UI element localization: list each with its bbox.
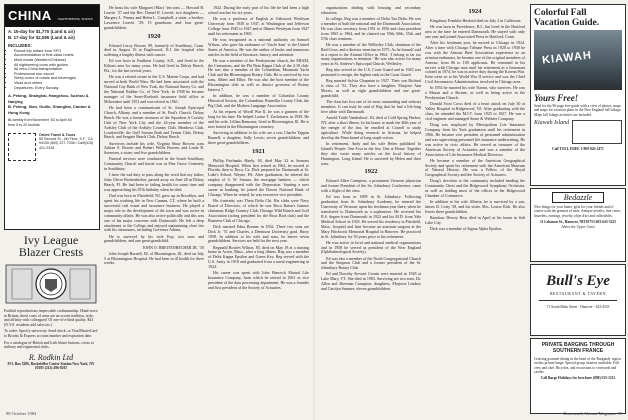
ivy-address: P.O. Box 5286, Rockefeller Center Station New York, NY 10185 (212) 496-8267 [7,361,95,370]
class-year-heading: 1921 [252,147,265,155]
bedazzle-address: 11 Lebanon St., Hanover, NH 03755 603-643-5225 [539,219,617,224]
obituary-column-4 [425,6,525,410]
paragraph: Doug was employed by Metropolitan Life Insurance Company from his York graduation until his retirement in 1966. He became vice president of personnel administration and was supervising personnel life insurance underwriting. He was active in civic affairs. He served as treasurer of the American Society of Actuaries and was a member of the Association of Life Insurance Medical Directors. [425,122,525,157]
paragraph: I have the sad duty to pass along the word that my father, John Oliver Breitenbecher, passed away on June 28 in Delray Beach, Fl. He had been in failing health for some time and was approaching his 87th birthday when he died. [104,172,204,193]
paragraph: Edward Leroy Bowen, 89, formerly of Southbury, Conn. died in August 16 at Englewood, N.J. the hospital after suffering a lengthy illness with cancer. [104,42,204,58]
paragraph: Reginald Bowles Wilson, 85, died on May 18 at a nursing home in Acton, Mass., after a long illness. Reg was a member of Delta Kappa Epsilon and Green Key. Reg served with the U.S. Army in 1918 and graduated from a naval engineering in 1924. [208,244,309,270]
list-item: • Most meals (Western/Chinese) [14,58,96,63]
class-year-heading: 1920 [147,32,161,40]
foliage-brand: Kiawah Island [534,119,570,126]
paragraph: In 1954 he married his wife Naomi, who survives. He was a Mason and a Shriner, as well as being active in the Presbyterian Church. [425,85,525,101]
obituary-column-1 [104,6,204,410]
bedazzle-footer: Above the Upper Crust [561,225,595,230]
ivy-title-2: Blazer Crests [18,245,84,259]
paragraph: Ed was also a member of the North Congregational Church and the Simpson Club and a former president of the St. Johnsbury Rotary Club. [321,255,421,271]
bulls-eye-ad[interactable] [530,264,626,336]
list-item: • All sightseeing tours with guides [14,63,96,68]
paragraph: Dick was a member of Sigma Alpha Epsilon. [430,226,503,232]
barge-text: Cruising gourmet dining in the heart of the Burgundy region on this private barge. Special group charters available. Full crew and chef. Bicycles, and excursions to vineyards and castles. [534,357,621,374]
class-year-heading: 1922 [364,168,378,176]
coupon-form[interactable] [572,120,622,144]
ivy-title-1: Ivy League [23,234,79,247]
list-item: • Accommodation in first-class hotels [14,53,96,58]
china-price-a: A. 15-day for $1,770 (Land & air) [8,29,75,34]
paragraph: Dad was born in Plainfield, NJ, grew up in Brooklyn, and spent his working life in New Canaan, CT, where he built a successful real estate and insurance business. He played a major role in the development of the town and was active in community affairs. He was also active politically and this was one of his major concerns with Dartmouth. He felt a deep attachment to the College and enjoyed maintaining close ties with his classmates, including Governor Adams. [104,193,204,233]
paragraph: Reg also served in the U.S. Coast Guard and in 1943 was promoted to ensign, the highest rank in the Coast Guard. [321,67,421,78]
barge-contact: Call Barge Holidays for brochure (800) 555-1212 [540,376,616,381]
paragraph: He was a professor of English at Oakwood Wesleyan University from 1938 to 1947, at Washington and Jefferson College from 1945 to 1947 and at Illinois Wesleyan from 1947 until his retirement in 1965. [208,16,309,36]
obituary-column-2 [208,6,309,410]
china-tour-a: A. Peking, Shanghai, Hangzhou, Suzhou & Nanjing [8,93,89,104]
signature: JOHN O. BREITENBECHER JR. ’50 [142,244,204,250]
paragraph: Doug's devotion to the community included heading the Community Chest and the Ridgewood Symphony Orchestra, as well as holding most of the offices in the Ridgewood Chamber of Commerce. [425,178,525,199]
paragraph: Phillip Fairbanks Hardy, 84, died May 22 at Seasons Memorial Hospital. When first retired in 1962, he moved to Florida; then to Boca, Ca. Dick prepared for Dartmouth at St. Luke's School, Wayne, PA. After graduation, he entered the employ of S. W. Strauss, the mortgage bankers — which company disappeared with the Depression. Starting a new career in banking, he joined the Dawes National Bank of Chicago. When he retired, he was executive vice president. [208,157,309,197]
paragraph: Funeral services were conducted in the South Southbury Community Church and burial was in Pine Grove Cemetery in Southbury. [104,156,204,172]
paragraph: He had been a communicant of St. Joseph Episcopal Church, Albany, and a member of St. Paul's Church, Delray Beach. He was a former treasurer of the Squadron A Cavalry Unit of New York City and the 24-year member of the Ardsley Club of the Ardsley Country Club, Meadows Club, Loudonville, the Gulf Stream Bath and Tennis Club, Delray Beach, and Seagate Beach Club, Delray Beach. [104,104,204,140]
list-item: • Round-trip airfare from SFO [14,49,96,54]
china-address: 55 Second St., 4th Floor, S.F., CA 94105 (800) 227-7008 / Calif(415) 421-2345 [39,136,94,150]
paragraph: He hosts his wife Margaret (Mac) ’ten sons — Howard B. Leavitt ’27 and the Rev. Daniel R. Leavitt; two daughters — Margery L. Pinney and Helen L. Campbell; a sister, a brother, Lawrence Leavitt ’29; 15 grandsons; and four great-grandchildren. [104,6,204,30]
paragraph: In college, Reg was a member of Delta Tau Delta. He was a member of both the national and the Dartmouth Association. He was class secretary from 1951 to 1956 and class president from 1963 to 1964, and he chaired our 50th, 60th, 55th, and 57th class reunions. [321,16,421,41]
list-item: • Visas and others [14,81,96,86]
foliage-yours-free: Yours Free! [534,93,579,103]
paragraph: Dick married Edna Bremer in 1932. There two sons are Dick Jr. ’51 and Charles, a Dennison University grad. Harry 1958. In addition to his wife and sons, he leaves seven grandchildren. Services are held for the next year. [208,223,309,244]
bedazzle-title: Bedazzle [552,192,604,203]
paragraph: Arnold Tuttle Vanderhoof, 84, died at Cold Spring Harbor, NY, after a short illness. In his honor to mark the 40th year of the merger of the law, he enrolled at Cornell to study agriculture. While doing research in Arizona, he helped develop the Pima brand of long staple cotton. [321,115,421,140]
paragraph: His fraternity was Theta Delta Chi. His clubs were Navy Board of Directors, of which he was Boca Raton's finance chairman, Ridge Country Club, Chicago Wild Bunch and Golf Association (acting president for the Boca Bird club) and the Business Club of Chicago. [208,198,309,223]
paragraph: Kingsbury Franklin Heaford died on July 2 in California. [430,18,522,23]
paragraph: He was active in local and national medical organizations and in 1958 he served as president of the New England (Ophthalmological Society). [321,239,421,255]
obituary-column-3 [321,6,421,410]
ivy-catalog: For a catalogue of British and Irish blazer buttons, crests to military and regimental clubs. [4,340,94,350]
paragraph: Edward Allen Crampton, a prominent Vermont physician and former President of the So. Johnsbury Conference, came with a flight of the class. [321,178,421,194]
fall-vacation-ad[interactable] [530,4,626,186]
crest-icon [4,261,98,307]
foliage-title: Colorful Fall Vacation Guide. [534,8,600,28]
paragraph: After his freshman year, he moved to Chicago in 1924. After a time with Chicago Tribune Press in 1928 to 1930 he was with the Armour Beef Association experience as an aviation enthusiast, he became one of the original members of Armour, from 86 to 100 applicants. He remained in his service with Chicago area until his retirement as a lieutenant colonel in 1974; he was in active duty during the Korean War. Kent went on to his World War II service and was the Chief Civil Aeronautics Administration, involved in Chicago area. [425,40,525,85]
barge-title: PRIVATE BARGING THROUGH SOUTHERN FRANCE [541,342,615,354]
china-price-b: B. 17-day for $2,095 (Land & air) [8,34,75,40]
paragraph: In addition, he was a member of Columbia County Historical Society, the Columbian, Burnellia County Club, the Pig Club, and the Modern Language Association. [208,93,309,108]
china-ad-header [5,5,99,27]
china-tour-b: B. Peking, Xian, Guilin, Shanghai, Canton & Hong Kong [8,104,91,115]
barging-ad[interactable] [530,338,626,414]
bedazzle-text: Nice things for your home, gifts for your friends and of course with the greatest of taste. Antique jewelry, fine cases, bracelets, earrings, jewelry, objet d'art and collectibles. [534,205,621,218]
china-subtitle: SIGHTSEEING TOURS [57,17,93,21]
china-frequency: Bi-weekly from November '83 to April 84 [8,117,72,122]
paragraph: Donald Scott Cross died of a heart attack on July 30 at Valley Hospital in Ridgewood, NJ. After graduating with the class, he attended the M.I.T. from 1925 to 1927. He was a civil engineer and managed Stone & Webster Company. [425,101,525,121]
page-number-left: 98 October 1984 [6,411,37,416]
paragraph: Ed was born in Faulkton County, S.D., and lived in the Kiltons area for many years. He had lived in Delray Beach, Fla., for the last several years. [104,58,204,74]
left-page [0,0,313,420]
list-item: • Departures: Every Sunday [14,86,96,91]
ivy-company: R. Rodkin Ltd [28,352,74,362]
china-group-size: from 5 to 20 tourists [8,123,40,128]
paragraph: His career was spent with John Hancock Mutual Life Insurance Company, from which he retired in 1961 as vice president of the data processing department. He was a founder and first president of the Society of Actuaries. [208,270,309,290]
paragraph: He was born in Providence, R.I., but lived in the Hartford area at the time he entered Dartmouth. He stayed with only one year and joined Associated Press in Hartford, Conn. [425,24,525,39]
paragraph: John Joseph Burnell, 82, of Bloomington, Ill., died on July 5 at Bloomington Hospital. He had been in ill health for three weeks. [104,250,204,266]
list-item: • Professional tour escort [14,72,96,77]
page-number-right: Dartmouth Alumni Magazine 99 [563,411,622,416]
china-includes-list [8,49,96,90]
paragraph: He was a member of the Wellesley Club, chairman of the Red Cross, and a director emeritus in 1975. As he himself said in a report to the Alumni Office in 1964, ‘I belong to far too many organizations to mention.’ He was also active for many years in St. Andrew's Episcopal Church, Wellesley. [321,41,421,67]
paragraph: 1922. During the early part of his life he had been a high school teacher for six years. [208,6,309,15]
divider [539,300,617,301]
bullseye-address: 71 South Main Street · Hanover · 643-4333 [546,305,610,309]
paragraph: Surviving in addition to his wife are a son, Charles Tappan Burnell; a daughter, Sally Lewis; seven grandchildren; and three great-grandchildren. [208,129,309,145]
paragraph: In addition to his wife Alberta, he is survived by a son, James D. Cotty '58, and his sister, Mrs. Louise Kirk. He also leaves three grandchildren. [425,199,525,215]
ivy-body: Faithful reproductions impeccable craftsmanship. Hand-sewn in Britain, these coats of arms are an accent tradition, style, and affinity with colleagues! Of one-of-a-kind quality. $43 (N.Y.S. residents add sales tax.) [4,309,98,327]
china-ad[interactable] [4,4,100,230]
paragraph: He was a member of the Presbyterian church, the ERAM, the Centurions, and the Phi Beta Kappa Club of the 2:18 club. He was also a member of the Columbian, Mountain Yacht Club and the Bloomington Rotary Club. He is survived by two sons, Albert and Elliot. He was also the host member of the Bloomington club as well as district governor of Rotary Interest 7. [208,57,309,93]
paragraph: In retirement, Andy and his wife Helen published In Island's People: One Foot in the Sea. One at Home. Together they also wrote many articles on the local history of Huntington, Long Island. He is survived by Helen and their sons. [321,140,421,166]
crest-illustration [4,261,98,307]
foliage-phone[interactable]: Call TOLL FREE 1-800-845-2471 [552,146,604,151]
china-title: CHINA [8,8,52,23]
paragraph: At his request of Wordl War II, he was a gunners of the long for his time. He helped Louise T. Zachrissen, in 1939. He and his wife, Lillian Ransome, lived in Bloomington, Ill. He is now buried in the Bloomington cemetery. [208,109,309,129]
paragraph: Reg married Sylvia Chapman in 1927. Their son Richard is class of ’52. They also have a daughter, Marjorie Ann Morris, as well as eight grandchildren and one great-grandchild. [321,78,421,99]
china-company: Orient Travel & Tours [39,132,76,137]
right-page [315,0,628,420]
paragraph: Ranshaw Dewey Hess died in April at his home in Salt Lake City. [425,215,525,226]
bullseye-subtitle: RESTAURANT & TAVERN [550,291,606,296]
paragraph: He became a member of the American Geographical Society and spent his retirement with the American Museum of Natural History. He was a Fellow of the Royal Geographical Society and the Society of Actuaries. [425,157,525,178]
china-includes-head: INCLUDES: [8,43,32,49]
bullseye-title: Bull's Eye [546,273,610,289]
paragraph: Ed was born in 1899 in St. Johnsbury. Following graduation from St. Johnsbury Academy, he entered the University of Vermont, upon his freshman year there, when he transferred to Dartmouth as a sophomore. He received his B.S. degree from Dartmouth in 1922 and his M.D. from Yale Medical School in 1925. He served his residency in Pittsfield, Mass., hospital and later became an assistant surgeon at the Mary Hitchcock Memorial Hospital in Hanover. He practiced in St. Johnsbury for 50 years prior to his retirement. [321,194,421,239]
paragraph: The class has lost one of its most outstanding and stalwart members. It can truly be said of Reg that he had a life-long love affair with Dartmouth. [321,99,421,115]
ivy-order: To order: Specify university. Send check, or Visa/MasterCard to Brooks & Express account number and expiration date. [4,329,98,338]
paragraph: Ed and Dorothy Stewart Cronin were married in 1928 at Lake Mary, VT. She died in 1983. Surviving are two sons, Dr. Allen and Sherman Crampton; daughters, Marjorie Lindsey and Carolyn Sumner; eleven grandchildren. [321,271,421,292]
coupon-icon [8,133,36,161]
ivy-league-ad[interactable] [4,234,98,412]
paragraph: Survivors include his wife, Virginia Shaw Bowen; sons Adrian S. Bowen and Robert Willis Bowen; and Linda B. Sorensen, a sister; and five grandchildren. [104,140,204,156]
list-item: • All intra-China transportation [14,67,96,72]
paragraph: He is survived by his wife Kay, two sons and grandchildren, and one great-grandchild. [104,233,204,244]
kiawah-photo [534,30,622,90]
class-year-heading: 1924 [468,8,482,15]
list-item: • Sleep-overs of meals and beverages [14,76,96,81]
paragraph: He was a retired owner in the U.S. Marine Corps, and had served at both World Wars. He had been associated with the National City Bank of New York, the National Surety Co. and the National Rubber Co. of New York. In 1938 he became manager of the Sears-Roebuck insurance field office at Milwaukee until 1951 and was retired in 1961. [104,74,204,104]
bedazzle-ad[interactable] [530,188,626,262]
paragraph: organizations dealing with housing and secondary education. [321,6,421,15]
foliage-text: Send for the 96-page free guide with a view of photos, maps and maps for vacation plans in the New England fall foliage. Maps fall foliage activities are included. [534,104,622,117]
paragraph: He was recognized as a national authority on Samuel Wilson, who gave his nickname of ‘Uncle Sam’ to the United States of America. He was the author of books and numerous articles in the field of literature, history, and attention. [208,36,309,57]
kiawah-label: KIAWAH [541,49,593,67]
